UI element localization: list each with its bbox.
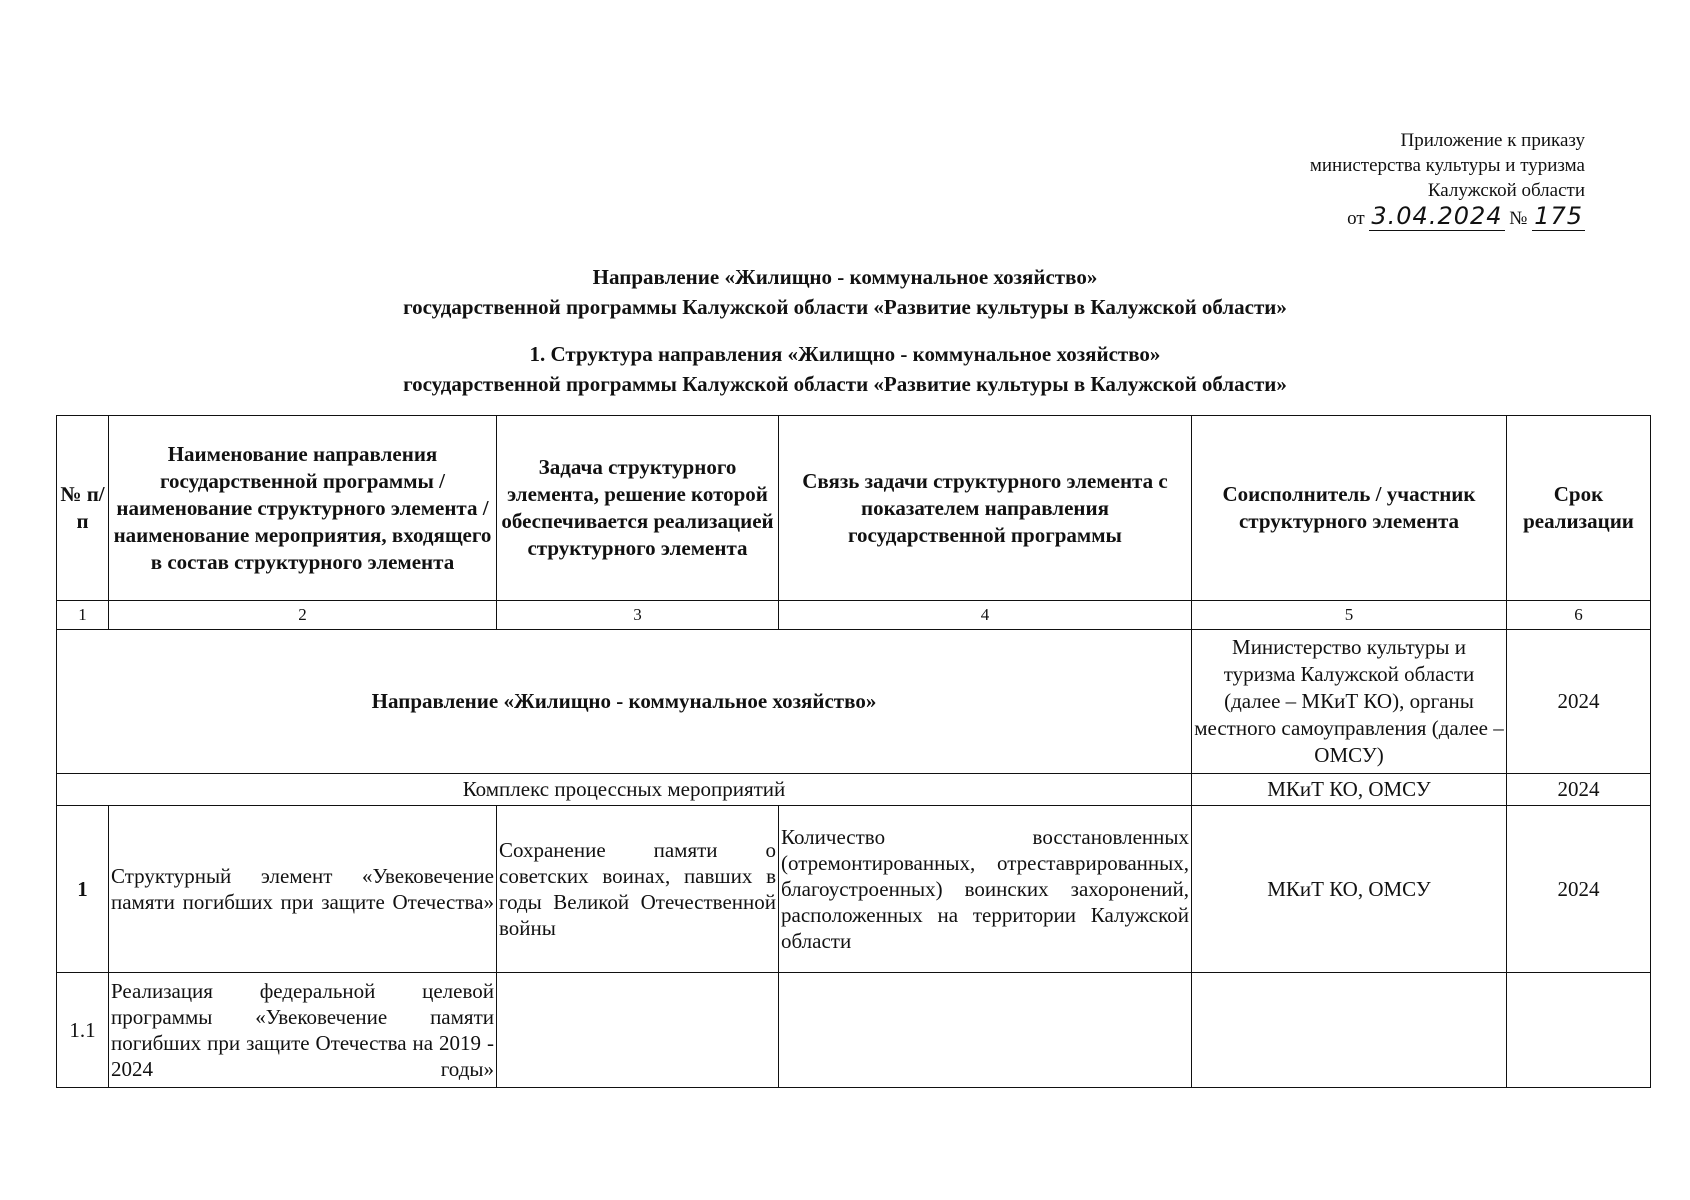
order-date: 3.04.2024	[1371, 202, 1503, 230]
column-number: 3	[497, 601, 779, 630]
section-title	[0, 339, 1690, 399]
appendix-line-3: Калужской области	[1427, 180, 1585, 201]
complex-title: Комплекс процессных мероприятий	[57, 774, 1192, 806]
direction-row	[57, 630, 1651, 774]
complex-row	[57, 774, 1651, 806]
row-name: Структурный элемент «Увековечение памяти погибших при защите Отечества»	[109, 806, 497, 973]
direction-executor: Министерство культуры и туризма Калужской области (далее – МКиТ КО), органы местного самоуправления (далее – ОМСУ)	[1192, 630, 1507, 774]
column-number: 4	[779, 601, 1192, 630]
section-title-line-2: государственной программы Калужской области «Развитие культуры в Калужской области»	[403, 372, 1287, 396]
table-row	[57, 973, 1651, 1088]
header-name: Наименование направления государственной программы / наименование структурного элемента / наименование мероприятия, входящего в состав структурного элемента	[109, 416, 497, 601]
table-header-row	[57, 416, 1651, 601]
row-task	[497, 973, 779, 1088]
order-date-number	[1310, 203, 1585, 232]
row-link	[779, 973, 1192, 1088]
structure-table	[56, 415, 1651, 1088]
header-number: № п/п	[57, 416, 109, 601]
column-number: 1	[57, 601, 109, 630]
number-prefix: №	[1509, 208, 1528, 229]
document-title	[0, 262, 1690, 322]
appendix-header	[1310, 128, 1585, 232]
document-title-line-1: Направление «Жилищно - коммунальное хозяйство»	[592, 265, 1098, 289]
column-number-row	[57, 601, 1651, 630]
row-term	[1507, 973, 1651, 1088]
header-executor: Соисполнитель / участник структурного элемента	[1192, 416, 1507, 601]
row-number: 1.1	[57, 973, 109, 1088]
date-prefix: от	[1347, 208, 1365, 229]
column-number: 6	[1507, 601, 1651, 630]
document-title-line-2: государственной программы Калужской области «Развитие культуры в Калужской области»	[403, 295, 1287, 319]
complex-executor: МКиТ КО, ОМСУ	[1192, 774, 1507, 806]
header-task: Задача структурного элемента, решение которой обеспечивается реализацией структурного элемента	[497, 416, 779, 601]
header-link: Связь задачи структурного элемента с показателем направления государственной программы	[779, 416, 1192, 601]
header-term: Срок реализации	[1507, 416, 1651, 601]
table-row	[57, 806, 1651, 973]
row-link: Количество восстановленных (отремонтированных, отреставрированных, благоустроенных) воинских захоронений, расположенных на территории Калужской области	[779, 806, 1192, 973]
direction-title: Направление «Жилищно - коммунальное хозяйство»	[57, 630, 1192, 774]
appendix-line-1: Приложение к приказу	[1400, 130, 1585, 151]
row-name: Реализация федеральной целевой программы «Увековечение памяти погибших при защите Отечества на 2019 - 2024 годы»	[109, 973, 497, 1088]
column-number: 5	[1192, 601, 1507, 630]
direction-term: 2024	[1507, 630, 1651, 774]
complex-term: 2024	[1507, 774, 1651, 806]
row-number: 1	[57, 806, 109, 973]
row-executor	[1192, 973, 1507, 1088]
row-task: Сохранение памяти о советских воинах, павших в годы Великой Отечественной войны	[497, 806, 779, 973]
section-title-line-1: 1. Структура направления «Жилищно - коммунальное хозяйство»	[529, 342, 1161, 366]
order-number: 175	[1534, 202, 1583, 230]
row-term: 2024	[1507, 806, 1651, 973]
appendix-line-2: министерства культуры и туризма	[1309, 155, 1585, 176]
column-number: 2	[109, 601, 497, 630]
row-executor: МКиТ КО, ОМСУ	[1192, 806, 1507, 973]
